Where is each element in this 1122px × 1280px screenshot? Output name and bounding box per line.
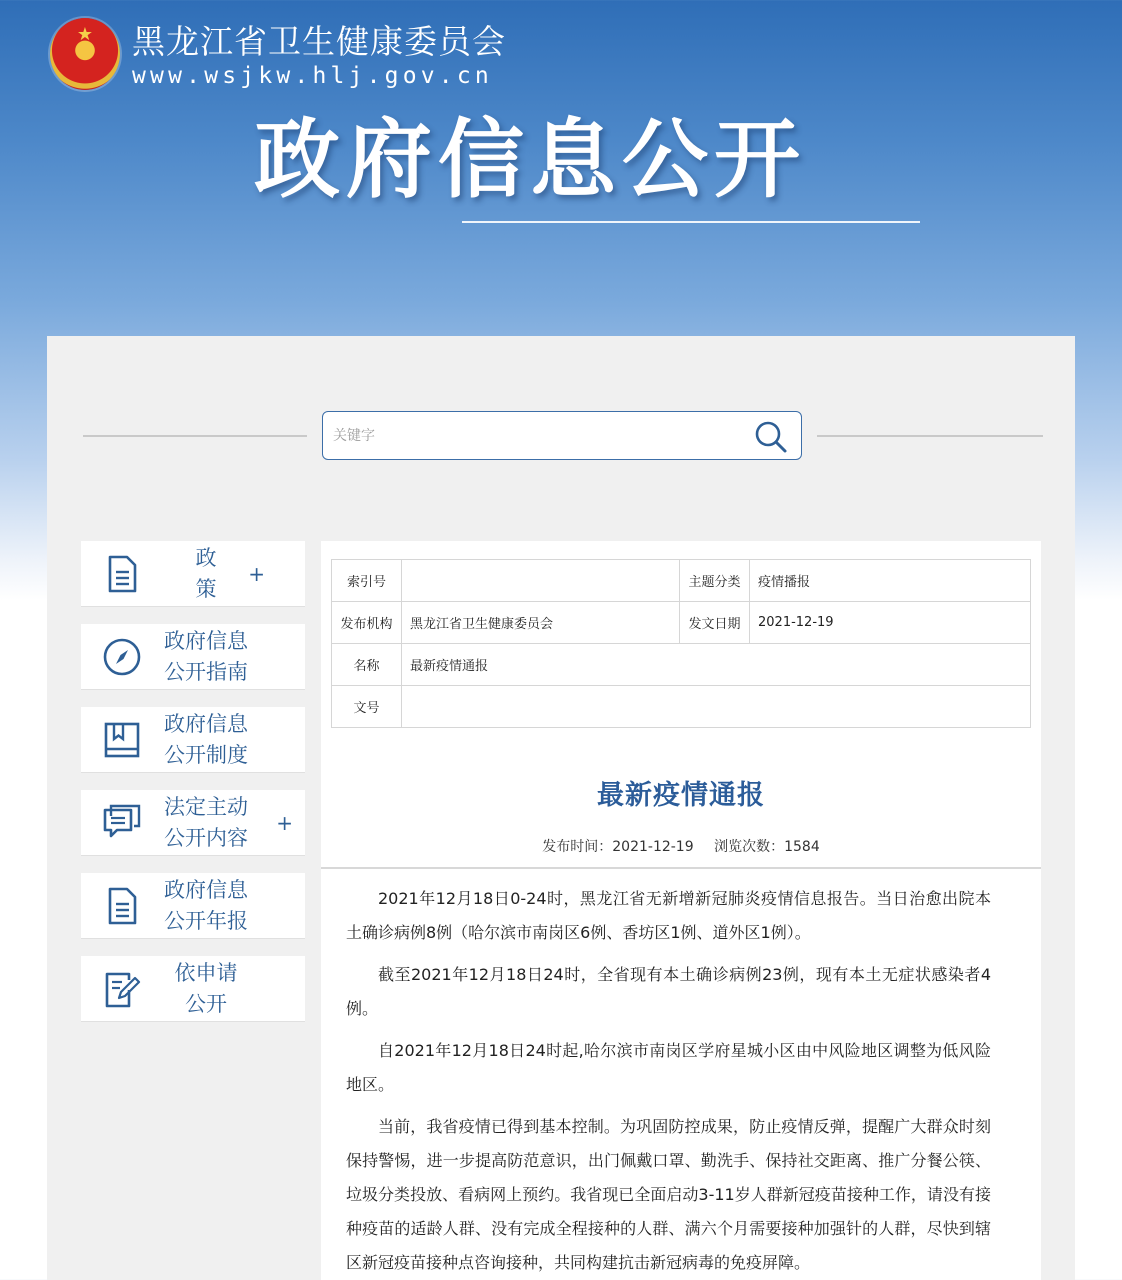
article-body xyxy=(346,882,991,1280)
article-paragraph: 自2021年12月18日24时起,哈尔滨市南岗区学府星城小区由中风险地区调整为低风险地区。 xyxy=(346,1041,991,1094)
date-label: 发文日期 xyxy=(680,602,750,644)
expand-plus-icon[interactable]: + xyxy=(248,562,265,586)
name-value: 最新疫情通报 xyxy=(402,644,1031,686)
sidebar-item-label: 政 策 xyxy=(195,546,237,601)
sidebar-item-label: 政府信息 公开年报 xyxy=(164,878,248,933)
article-content xyxy=(321,541,1041,1280)
expand-plus-icon[interactable]: + xyxy=(276,811,293,835)
table-row xyxy=(332,644,1031,686)
table-row xyxy=(332,560,1031,602)
site-header xyxy=(0,0,1122,336)
category-label: 主题分类 xyxy=(680,560,750,602)
article-meta xyxy=(321,837,1041,857)
search-input[interactable] xyxy=(333,422,733,450)
sidebar-item-label: 政府信息 公开制度 xyxy=(164,712,248,767)
search-divider-left xyxy=(83,435,307,437)
doc-no-value xyxy=(402,686,1031,728)
doc-no-label: 文号 xyxy=(332,686,402,728)
sidebar-item-system[interactable] xyxy=(81,707,305,773)
publish-time: 发布时间：2021-12-19 xyxy=(542,839,694,855)
table-row xyxy=(332,686,1031,728)
sidebar-item-label: 法定主动 公开内容 xyxy=(164,795,248,850)
book-icon xyxy=(101,719,143,761)
sidebar-item-annual-report[interactable] xyxy=(81,873,305,939)
banner-underline xyxy=(462,221,920,223)
org-url[interactable]: www.wsjkw.hlj.gov.cn xyxy=(132,63,493,89)
publisher-value: 黑龙江省卫生健康委员会 xyxy=(402,602,680,644)
publisher-label: 发布机构 xyxy=(332,602,402,644)
name-label: 名称 xyxy=(332,644,402,686)
national-emblem-icon xyxy=(50,18,120,90)
date-value: 2021-12-19 xyxy=(750,602,1031,644)
sidebar-item-label: 政府信息 公开指南 xyxy=(164,629,248,684)
org-name[interactable]: 黑龙江省卫生健康委员会 xyxy=(132,22,506,61)
sidebar-item-policy[interactable] xyxy=(81,541,305,607)
edit-icon xyxy=(101,968,143,1010)
article-title: 最新疫情通报 xyxy=(597,780,765,811)
article-paragraph: 截至2021年12月18日24时，全省现有本土确诊病例23例，现有本土无症状感染者4例。 xyxy=(346,965,991,1018)
chat-icon xyxy=(101,802,143,844)
view-count: 浏览次数：1584 xyxy=(714,839,820,855)
search-icon[interactable] xyxy=(751,419,791,455)
search-divider-right xyxy=(817,435,1043,437)
main-panel xyxy=(47,336,1075,1280)
sidebar-item-label: 依申请 公开 xyxy=(174,961,238,1016)
category-value: 疫情播报 xyxy=(750,560,1031,602)
index-no-value xyxy=(402,560,680,602)
sidebar-item-statutory[interactable] xyxy=(81,790,305,856)
document-icon xyxy=(101,885,143,927)
article-paragraph: 当前，我省疫情已得到基本控制。为巩固防控成果，防止疫情反弹，提醒广大群众时刻保持警惕，进一步提高防范意识，出门佩戴口罩、勤洗手、保持社交距离、推广分餐公筷、垃圾分类投放、看病网上预约。我省现已全面启动3-11岁人群新冠疫苗接种工作，请没有接种疫苗的适龄人群、没有完成全程接种的人群、满六个月需要接种加强针的人群，尽快到辖区新冠疫苗接种点咨询接种，共同构建抗击新冠病毒的免疫屏障。 xyxy=(346,1117,991,1272)
search-box xyxy=(322,411,802,460)
sidebar-item-application[interactable] xyxy=(81,956,305,1022)
index-no-label: 索引号 xyxy=(332,560,402,602)
compass-icon xyxy=(101,636,143,678)
sidebar-item-guide[interactable] xyxy=(81,624,305,690)
metadata-table xyxy=(331,559,1031,728)
document-icon xyxy=(101,553,143,595)
article-paragraph: 2021年12月18日0-24时，黑龙江省无新增新冠肺炎疫情信息报告。当日治愈出院本土确诊病例8例（哈尔滨市南岗区6例、香坊区1例、道外区1例）。 xyxy=(346,889,991,942)
article-divider xyxy=(321,867,1041,869)
banner-title: 政府信息公开 xyxy=(254,110,806,210)
table-row xyxy=(332,602,1031,644)
